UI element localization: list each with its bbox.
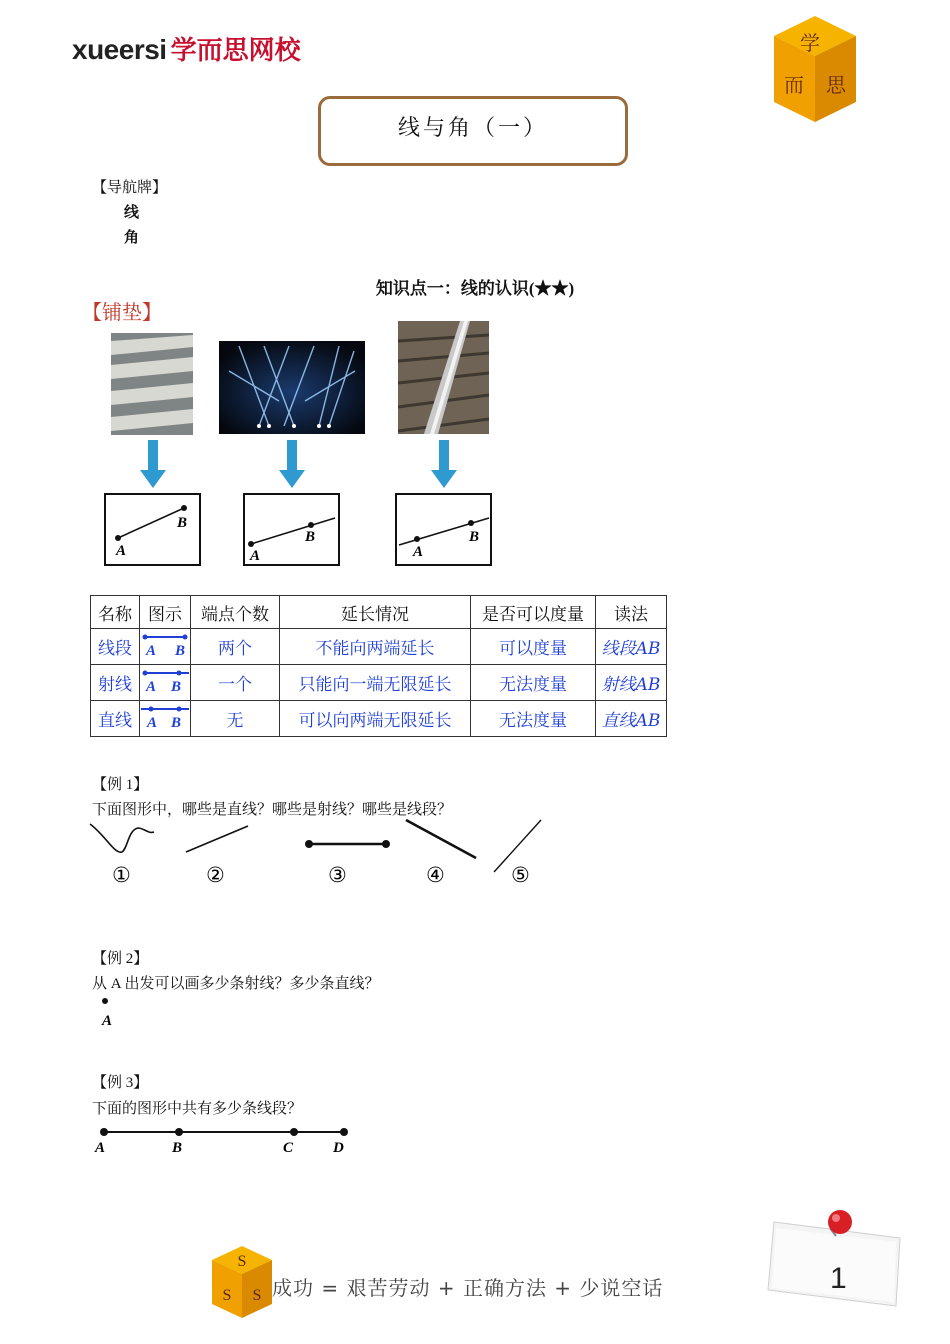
point-label-a: A <box>250 548 261 564</box>
cube-char-top: 学 <box>800 31 820 55</box>
example2-question: 从 A 出发可以画多少条射线？多少条直线？ <box>92 976 380 992</box>
fig-label-b: B <box>171 679 182 695</box>
cell-extension: 不能向两端延长 <box>280 629 471 665</box>
cell-reading: 线段AB <box>596 629 667 665</box>
figure-number: ③ <box>328 863 347 887</box>
point-label-a: A <box>95 1140 106 1156</box>
cell-figure <box>140 629 191 665</box>
cell-figure <box>140 701 191 737</box>
point-label-a: A <box>102 1013 113 1029</box>
diagram-straight-line <box>395 493 492 566</box>
cell-name: 射线 <box>91 665 140 701</box>
cell-name: 线段 <box>91 629 140 665</box>
fig-label-a: A <box>146 643 157 659</box>
fig-label-a: A <box>147 715 158 731</box>
lesson-title: 线与角（一） <box>397 116 548 141</box>
header-extension: 延长情况 <box>280 596 471 629</box>
cell-endpoints: 一个 <box>191 665 280 701</box>
nav-heading: 【导航牌】 <box>92 180 168 196</box>
sss-cube-logo <box>210 1244 274 1320</box>
point-label-b: B <box>177 515 188 531</box>
cell-measurable: 可以度量 <box>471 629 596 665</box>
cell-reading: 射线AB <box>596 665 667 701</box>
figure-number: ① <box>112 863 131 887</box>
point-label-a: A <box>413 544 424 560</box>
example1-question: 下面图形中，哪些是直线？哪些是射线？哪些是线段？ <box>92 802 453 818</box>
cell-measurable: 无法度量 <box>471 665 596 701</box>
cell-extension: 只能向一端无限延长 <box>280 665 471 701</box>
example3-label: 【例 3】 <box>92 1075 149 1091</box>
fig-label-a: A <box>146 679 157 695</box>
nav-item-line: 线 <box>124 205 140 221</box>
brand-latin: xueersi <box>72 34 167 65</box>
footer-slogan: 成功 = 艰苦劳动 + 正确方法 + 少说空话 <box>272 1276 664 1300</box>
example1-label: 【例 1】 <box>92 777 149 793</box>
header-measurable: 是否可以度量 <box>471 596 596 629</box>
line-figure <box>141 701 189 731</box>
example1-figures <box>86 816 556 896</box>
cube-char-right: 思 <box>826 73 846 97</box>
cell-measurable: 无法度量 <box>471 701 596 737</box>
nav-item-angle: 角 <box>124 230 140 246</box>
diagram-ray <box>243 493 340 566</box>
point-label-b: B <box>305 529 316 545</box>
cube-letter-right: S <box>252 1287 262 1304</box>
section-heading: 知识点一：线的认识(★★) <box>375 279 575 298</box>
table-row <box>91 629 667 665</box>
xueersi-cube-logo <box>770 14 860 126</box>
point-label-b: B <box>172 1140 183 1156</box>
point-label-d: D <box>333 1140 344 1156</box>
figure-number: ⑤ <box>511 863 530 887</box>
example2-label: 【例 2】 <box>92 951 149 967</box>
example2-point <box>96 994 126 1030</box>
arrow-down-icon <box>431 440 457 490</box>
figure-number: ② <box>206 863 225 887</box>
cell-reading: 直线AB <box>596 701 667 737</box>
table-header-row <box>91 596 667 629</box>
photo-crosswalk <box>111 333 193 435</box>
lesson-title-box <box>318 96 628 166</box>
table-row <box>91 665 667 701</box>
cell-extension: 可以向两端无限延长 <box>280 701 471 737</box>
cell-name: 直线 <box>91 701 140 737</box>
photo-railway-track <box>398 321 489 434</box>
diagram-segment <box>104 493 201 566</box>
header-endpoints: 端点个数 <box>191 596 280 629</box>
example3-question: 下面的图形中共有多少条线段？ <box>92 1101 303 1117</box>
photo-stage-lights <box>219 341 365 434</box>
table-row <box>91 701 667 737</box>
header-reading: 读法 <box>596 596 667 629</box>
cube-letter-top: S <box>237 1253 247 1270</box>
point-label-b: B <box>469 529 480 545</box>
prep-label: 【铺垫】 <box>82 302 162 324</box>
brand-logo <box>72 30 301 67</box>
point-label-a: A <box>116 543 127 559</box>
cell-endpoints: 两个 <box>191 629 280 665</box>
arrow-down-icon <box>279 440 305 490</box>
line-types-table <box>90 595 667 737</box>
example3-segment-figure <box>90 1122 360 1158</box>
fig-label-b: B <box>171 715 182 731</box>
pushpin-icon <box>828 1210 852 1234</box>
figure-number: ④ <box>426 863 445 887</box>
cube-char-left: 而 <box>784 73 804 97</box>
page-number: 1 <box>830 1262 847 1295</box>
cell-figure <box>140 665 191 701</box>
header-figure: 图示 <box>140 596 191 629</box>
point-label-c: C <box>283 1140 294 1156</box>
brand-chinese: 学而思网校 <box>170 36 301 66</box>
arrow-down-icon <box>140 440 166 490</box>
fig-label-b: B <box>175 643 186 659</box>
segment-figure <box>141 629 189 659</box>
cube-letter-left: S <box>222 1287 232 1304</box>
cell-endpoints: 无 <box>191 701 280 737</box>
ray-figure <box>141 665 189 695</box>
header-name: 名称 <box>91 596 140 629</box>
